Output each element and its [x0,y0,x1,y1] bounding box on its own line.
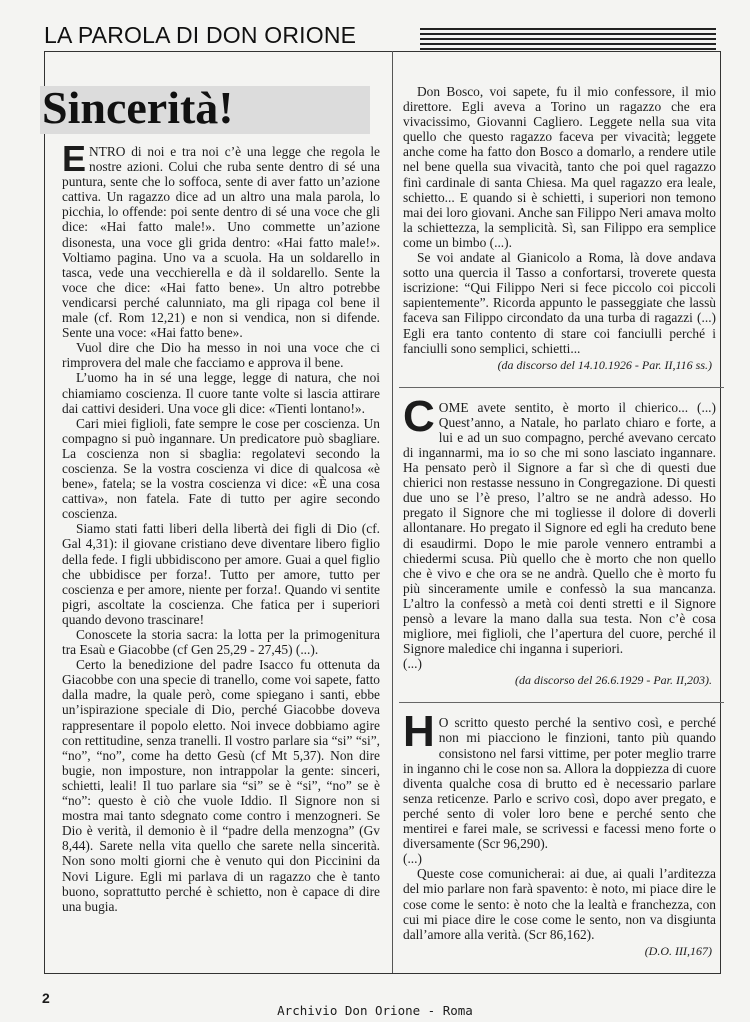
lead-word: NTRO [89,144,126,159]
lead-paragraph [62,138,380,341]
lead-word: OME [438,399,469,415]
citation: (D.O. III,167) [644,943,712,958]
paragraph: L’uomo ha in sé una legge, legge di natura, che noi chiamiamo coscienza. Il cuore tante volte si lascia attirare dai cattivi desideri. Una voce gli dice: «Tienti lontano!». [62,370,380,416]
archive-footer: Archivio Don Orione - Roma [277,1003,473,1018]
frame-top [44,51,720,52]
citation: (da discorso del 14.10.1926 - Par. II,116 ss.) [497,357,712,372]
section-scritto [403,707,716,958]
paragraph: Conoscete la storia sacra: la lotta per la primogenitura tra Esaù e Giacobbe (cf Gen 25,29 - 27,45) (...). [62,627,380,658]
paragraph-text: scritto questo perché la sentivo così, e perché non mi piacciono le finzioni, tanto più quando consistono nel farsi vittime, per poter meglio trarre in inganno chi le cose non sa. Allora la doppiezza di cuore diventa qualche cosa di brutto ed è necessario parlare senza reticenze. Parlo e scrivo così, dopo aver pregato, e perché sento di voler loro bene e perché sento che mentirei e farei male, se scrivessi e facessi meno forte o diversamente (Scr 96,290). [403,715,716,852]
paragraph-text: di noi e tra noi c’è una legge che regola le nostre azioni. Colui che ruba sente dentro di sé una puntura, sente che lo soffoca, sente di aver fatto un’azione cattiva. Un ragazzo dice ad un altro una mala parola, lo picchia, lo offende: poi sente dentro di sé una voce che gli dice: «Hai fatto male!». Uno commette un’azione disonesta, una voce gli grida dentro: «Hai fatto male!». Voltiamo pagina. Uno va a scuola. Ha un soldarello in tasca, vede una vecchierella e dà il soldarello. Sente la voce che dice: «Hai fatto bene». Un altro potrebbe vendicarsi perché calunniato, ma gli ripaga col bene il male (cf. Rom 12,21) e non si vendica, non si difende. Sente una voce: «Hai fatto bene». [62,144,380,341]
ellipsis-prefix: (...) [403,851,422,867]
header-rule-lines [420,28,716,50]
column-divider [392,51,393,973]
paragraph: Cari miei figlioli, fate sempre le cose per coscienza. Un compagno si può ingannare. Un predicatore può sbagliare. La coscienza non si sbaglia: regolatevi secondo la coscienza. Se la vostra coscienza vi dice di qualcosa «è bene», fatela; se la vostra coscienza vi dice: «È una cosa cattiva», non fatela. Fate di tutto per agire secondo coscienza. [62,415,380,522]
section-separator [399,387,724,388]
section-don-bosco [403,84,716,373]
frame-left [44,51,45,973]
paragraph: Vuol dire che Dio ha messo in noi una voce che ci rimprovera del male che facciamo e approva il bene. [62,340,380,371]
dropcap-c: C [403,391,435,441]
paragraph-text: avete sentito, è morto il chierico... (...) Quest’anno, a Natale, ho parlato chiaro e forte, a lui e ad un suo compagno, perché avevano cercato di ingannarmi, ma io so che mi sono lasciato ingannare. Ha pensato però il Signore a far sì che di questi due chierici non restasse nessuno in Congregazione. Di questi due uno se l’è preso, l’altro se ne andrà adesso. Ho pregato il Signore che mi togliesse il dolore di doverli allontanare. Ho pregato il Signore ed egli ha creduto bene di esaudirmi. Dopo le mie parole vennero entrambi a chiedermi scusa. Più quello che è morto che non quello che è vivo e che ora se ne andrà. Quello che è morto fu più sinceramente umile e confessò la sua mancanza. L’altro la confessò a metà coi denti stretti e il Signore pensò a levare la mano dalla sua testa. Non c’è cosa migliore, mei figlioli, che l’apertura del cuore, perché il Signore maledice chi inganna i superiori. [403,399,716,657]
lead-paragraph [403,391,716,657]
article-title: Sincerità! [42,82,234,133]
paragraph: Siamo stati fatti liberi della libertà dei figli di Dio (cf. Gal 4,31): il giovane cristiano deve diventare libero figlio della fede. I figli ubbidiscono per amore. Guai a quel figlio che ubbidisce per forza!. Tutto per amore, tutto per coscienza e per amore, niente per forza!. Quando vi sentite pigri, ascoltate la coscienza. Che fatica per i superiori quando devono trascinare! [62,521,380,627]
left-column [62,138,380,914]
dropcap-e: E [62,138,87,179]
citation: (da discorso del 26.6.1929 - Par. II,203). [515,673,712,688]
paragraph: Don Bosco, voi sapete, fu il mio confessore, il mio direttore. Egli aveva a Torino un ragazzo che era vivacissimo, Giovanni Cagliero. Leggete nella sua vita quello che questo ragazzo faceva per vivacità; leggete anche come ha fatto don Bosco a domarlo, a rendere utile nel bene quella sua vivacità, tanto che poi quel ragazzo finì cardinale di santa Chiesa. Ma quel ragazzo era leale, schietto... E quando si è schietti, i superiori non temono mai dei loro giovani. Anche san Filippo Neri amava molto la schiettezza, la semplicità. Sì, san Filippo era semplice come un bimbo (...). [403,84,716,250]
frame-bottom [44,973,721,974]
paragraph: Se voi andate al Gianicolo a Roma, là dove andava sotto una quercia il Tasso a confortarsi, troverete questa iscrizione: “Qui Filippo Neri si fece piccolo coi piccoli sapientemente”. Ricorda appunto le passeggiate che lassù faceva san Filippo circondato da una turba di ragazzi (...) Egli era tanto contento di stare coi fanciulli perché i fanciulli sono semplici, schietti... [403,250,716,356]
ellipsis-prefix: (...) [403,656,422,672]
section-chierico [403,391,716,689]
header-title: LA PAROLA DI DON ORIONE [44,22,357,48]
paragraph: Queste cose comunicherai: ai due, ai quali l’arditezza del mio parlare non farà spavento: è noto, mi piace dire le cose come le sento: è noto che la lealtà e franchezza, con cui mi piace dire le cose come le sento, non va disgiunta dall’amore alla verità. (Scr 86,162). [403,866,716,942]
lead-paragraph [403,707,716,852]
paragraph: Certo la benedizione del padre Isacco fu ottenuta da Giacobbe con una specie di tranello, come voi sapete, fatto dalla madre, la quale però, come spiegano i santi, ebbe un’ispirazione speciale di Dio, perché Giacobbe doveva rappresentare il popolo eletto. Noi invece dobbiamo agire con rettitudine, senza tranelli. Il vostro parlare sia “si” “si”, “no”, “no”, come ha detto Gesù (cf Mt 5,37). Non dire bugie, non imposture, non intrappolar la gente: sinceri, schietti, leali! Il tuo parlare sia “si” se è “si”, “no” se è “no”: questo è ciò che vuole Iddio. Il Signore non si mostra mai tanto sdegnato come contro i menzogneri. Se Dio è verità, il demonio è il “padre della menzogna” (Gv 8,44). Sarete nella vita quello che sarete nella sincerità. Non sono molti giorni che è venuto qui don Piccinini da Novi Ligure. Egli mi parlava di un ragazzo che è tanto buono, soprattutto perché è schietto, non è capace di dire una bugia. [62,657,380,914]
lead-word: O [438,715,449,731]
right-column [403,84,716,959]
dropcap-h: H [403,707,435,757]
section-separator [399,702,724,703]
page-number: 2 [42,990,50,1006]
frame-right [720,51,721,973]
